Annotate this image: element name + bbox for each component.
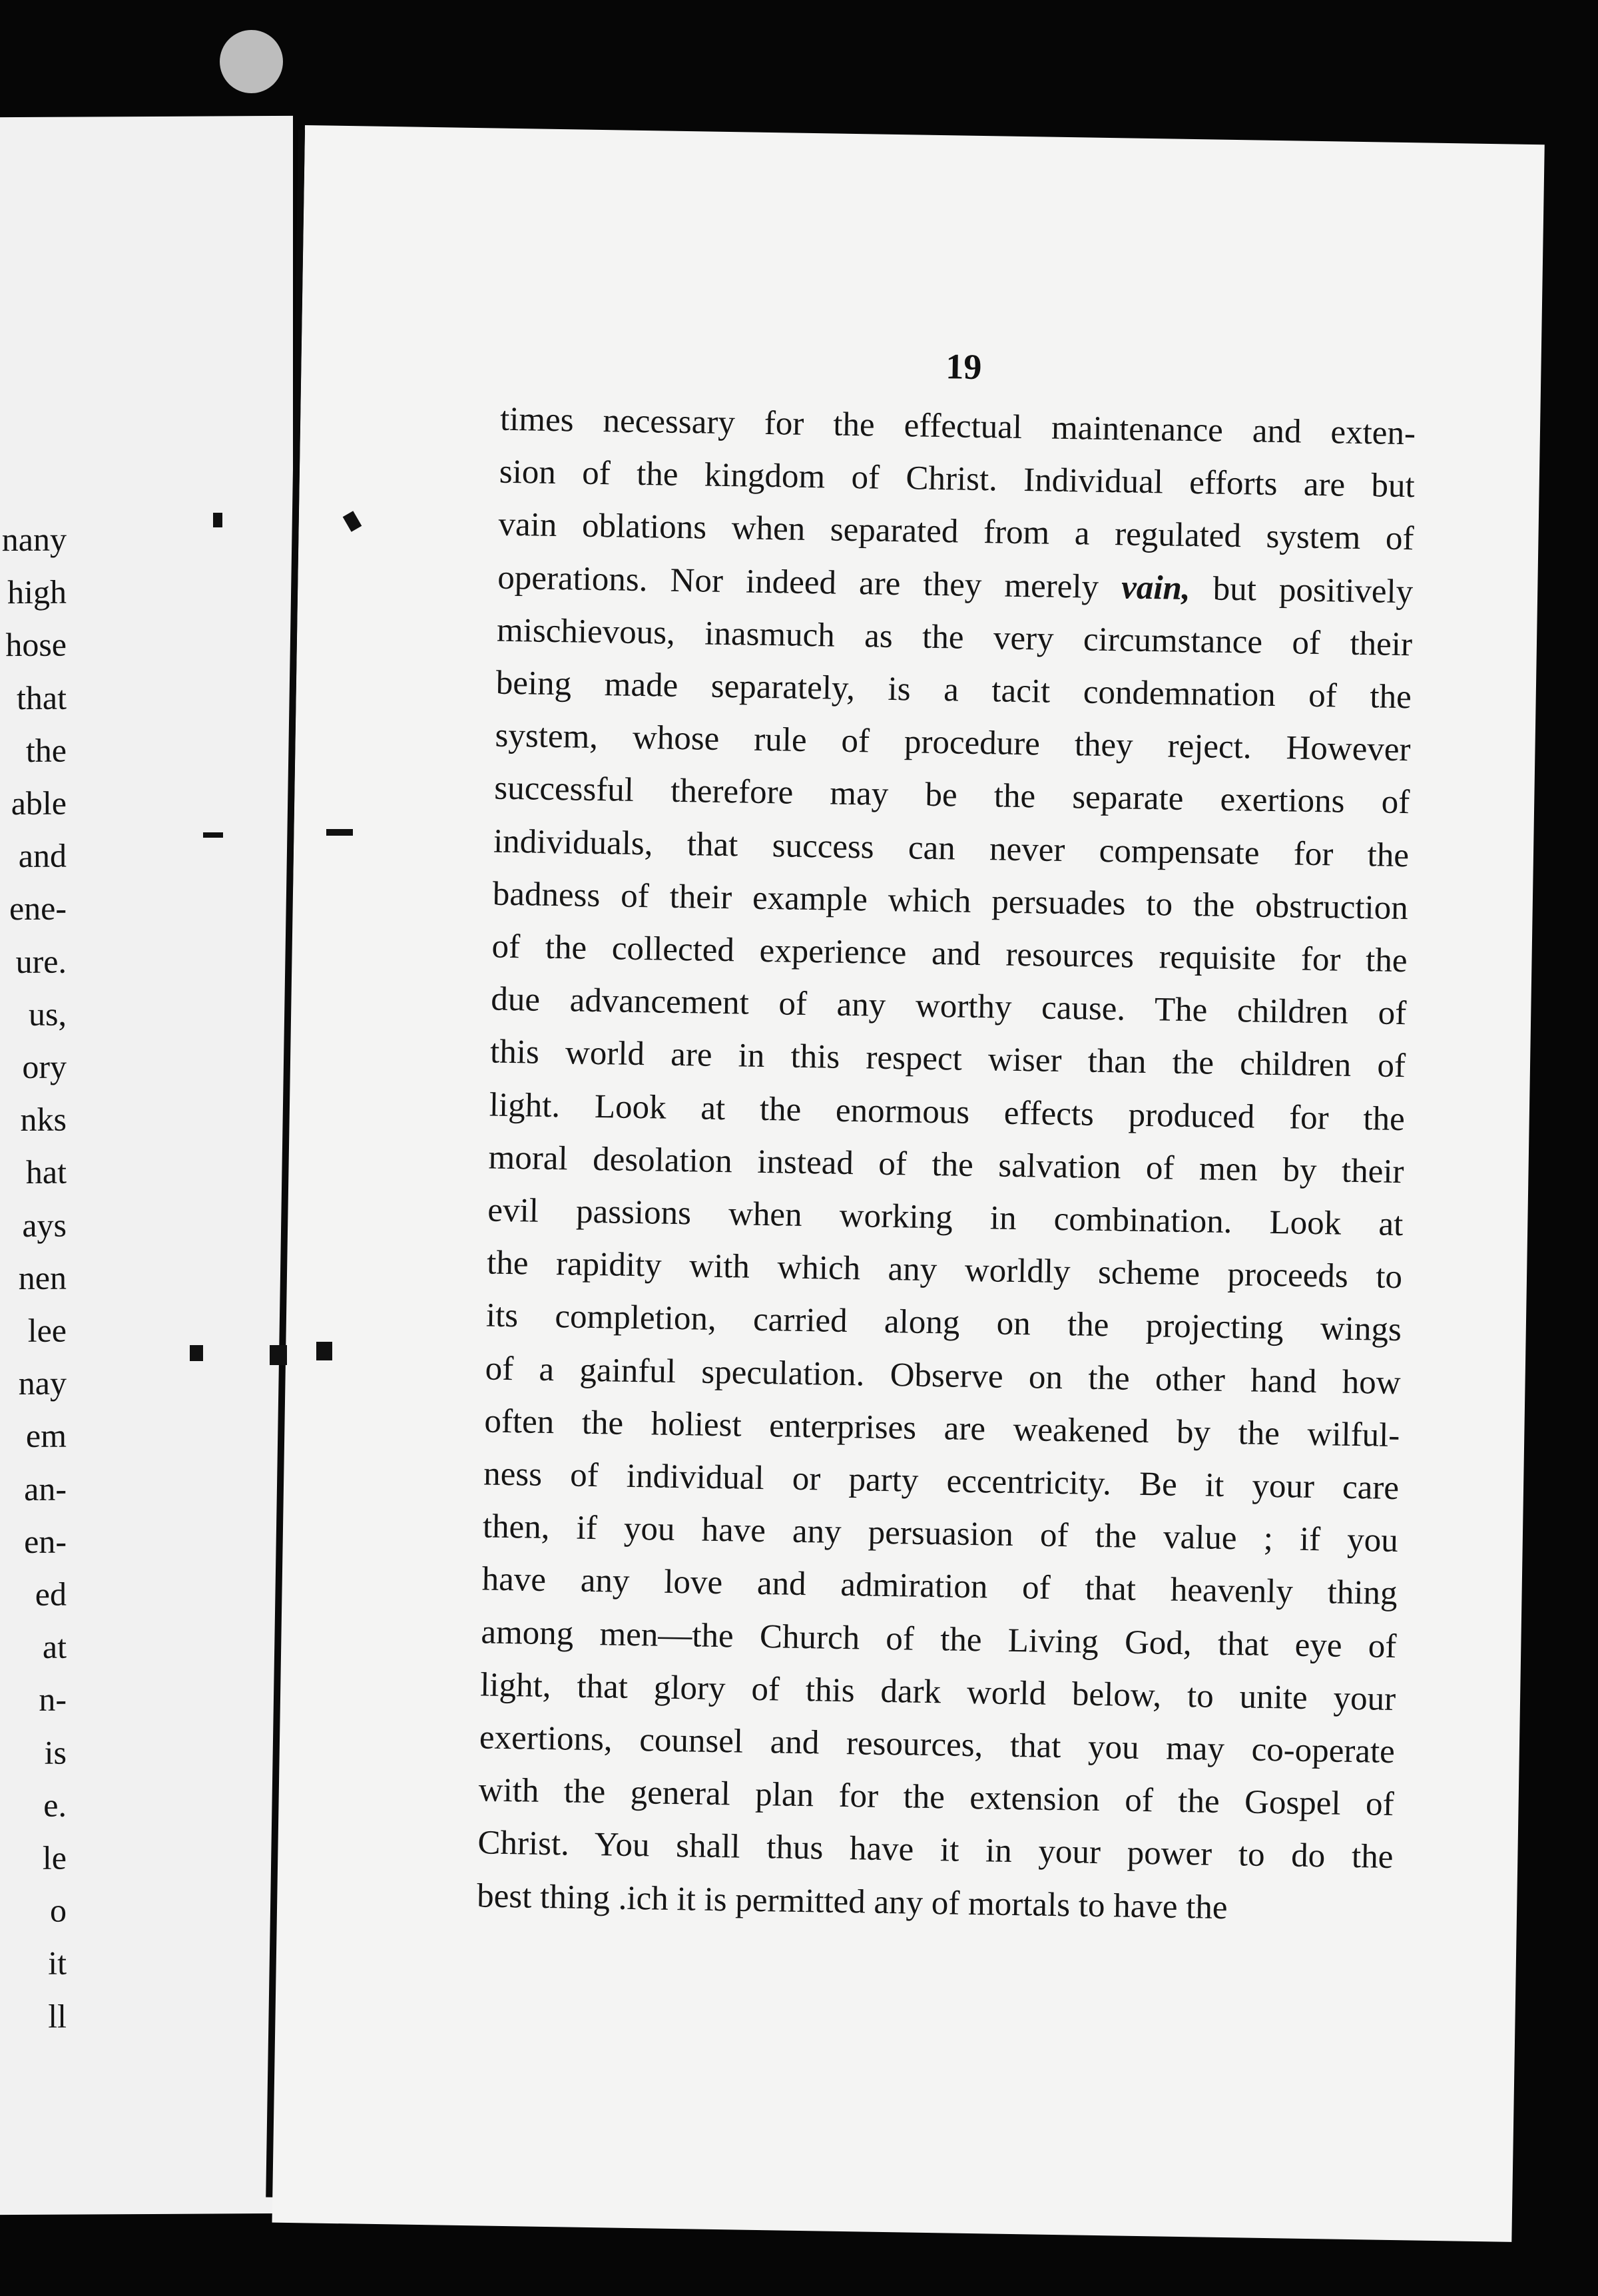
text-line: being made separately, is a tacit condemnation of the — [495, 664, 1412, 717]
right-page — [272, 125, 1545, 2242]
text-line: sion of the kingdom of Christ. Individual efforts are but — [499, 453, 1416, 505]
left-page-fragment: ene- — [9, 890, 67, 928]
text-line: with the general plan for the extension of the Gospel of — [478, 1771, 1395, 1824]
text-line: mischievous, inasmuch as the very circumstance of their — [496, 611, 1413, 664]
left-page-fragment: at — [42, 1627, 67, 1666]
hole-speck — [220, 30, 283, 93]
text-line: exertions, counsel and resources, that you may co-operate — [479, 1719, 1396, 1771]
left-page-fragment: nany — [1, 520, 67, 559]
left-page-fragment: o — [50, 1891, 67, 1930]
left-page-fragment: and — [18, 836, 67, 875]
text-line: ness of individual or party eccentricity. Be it your care — [483, 1455, 1400, 1508]
text-line: its completion, carried along on the projecting wings — [485, 1296, 1402, 1349]
left-page-fragment: us, — [29, 995, 67, 1033]
text-line: individuals, that success can never compensate for the — [493, 822, 1410, 874]
text-line-segment: but positively — [1190, 569, 1414, 611]
left-page-fragment: le — [42, 1839, 67, 1876]
left-page-fragment: an- — [24, 1470, 67, 1508]
left-page-fragment: it — [48, 1944, 67, 1982]
text-line: evil passions when working in combination. Look at — [487, 1191, 1404, 1244]
text-line: vain oblations when separated from a regulated system of — [498, 506, 1414, 558]
italic-emphasis: vain, — [1121, 568, 1191, 607]
left-page-fragment: high — [7, 573, 67, 611]
text-line: this world are in this respect wiser than the children of — [489, 1033, 1406, 1085]
left-page-fragment: nks — [20, 1100, 67, 1139]
left-page-fragment: nay — [18, 1364, 67, 1402]
left-page-fragment: en- — [24, 1522, 67, 1560]
text-line: due advancement of any worthy cause. The children of — [490, 980, 1407, 1033]
ink-mark — [316, 1342, 332, 1360]
ink-mark — [203, 832, 223, 838]
left-page-fragment: lee — [27, 1311, 67, 1349]
left-page-fragment: em — [25, 1417, 67, 1455]
left-page-fragment: n- — [39, 1681, 67, 1719]
text-line: successful therefore may be the separate exertions of — [493, 770, 1410, 822]
page-number: 19 — [945, 346, 982, 388]
text-line: the rapidity with which any worldly scheme proceeds to — [486, 1244, 1403, 1296]
text-line: light. Look at the enormous effects produced for the — [489, 1086, 1406, 1138]
ink-mark — [326, 829, 353, 836]
left-page-text — [0, 513, 67, 2044]
left-page-fragment: the — [25, 731, 67, 769]
left-page-fragment: able — [11, 784, 67, 822]
left-page — [0, 116, 293, 2215]
page-body-text — [477, 394, 1416, 1937]
left-page-fragment: ll — [48, 1997, 67, 2035]
text-line: badness of their example which persuades to the obstruction — [492, 875, 1409, 927]
left-page-fragment: ed — [35, 1575, 67, 1613]
text-line: light, that glory of this dark world below, to unite your — [479, 1666, 1396, 1718]
text-line: often the holiest enterprises are weakened by the wilful- — [484, 1402, 1400, 1454]
ink-mark — [213, 513, 222, 527]
text-line: best thing .ich it is permitted any of mortals to have the — [476, 1877, 1228, 1926]
left-page-fragment: nen — [18, 1259, 67, 1296]
text-line-segment: operations. Nor indeed are they merely — [497, 559, 1122, 606]
left-page-fragment: ure. — [15, 942, 67, 980]
left-page-fragment: is — [44, 1733, 67, 1771]
text-line: then, if you have any persuasion of the value ; if you — [482, 1508, 1399, 1560]
text-line: times necessary for the effectual maintenance and exten- — [499, 400, 1416, 453]
text-line: moral desolation instead of the salvation of men by their — [488, 1139, 1404, 1191]
left-page-fragment: that — [17, 679, 67, 717]
text-line: of the collected experience and resources requisite for the — [491, 928, 1408, 980]
ink-mark — [270, 1345, 287, 1365]
left-page-fragment: ays — [22, 1206, 67, 1244]
text-line: among men—the Church of the Living God, that eye of — [481, 1613, 1397, 1665]
left-page-fragment: e. — [43, 1786, 67, 1824]
left-page-fragment: hose — [5, 626, 67, 664]
ink-mark — [190, 1345, 203, 1361]
left-page-fragment: hat — [25, 1153, 67, 1191]
text-line: system, whose rule of procedure they reject. However — [495, 717, 1411, 769]
text-line: have any love and admiration of that heavenly thing — [481, 1560, 1398, 1613]
text-line: of a gainful speculation. Observe on the other hand how — [485, 1350, 1401, 1402]
left-page-fragment: ory — [22, 1047, 67, 1086]
text-line: Christ. You shall thus have it in your power to do the — [477, 1824, 1394, 1876]
